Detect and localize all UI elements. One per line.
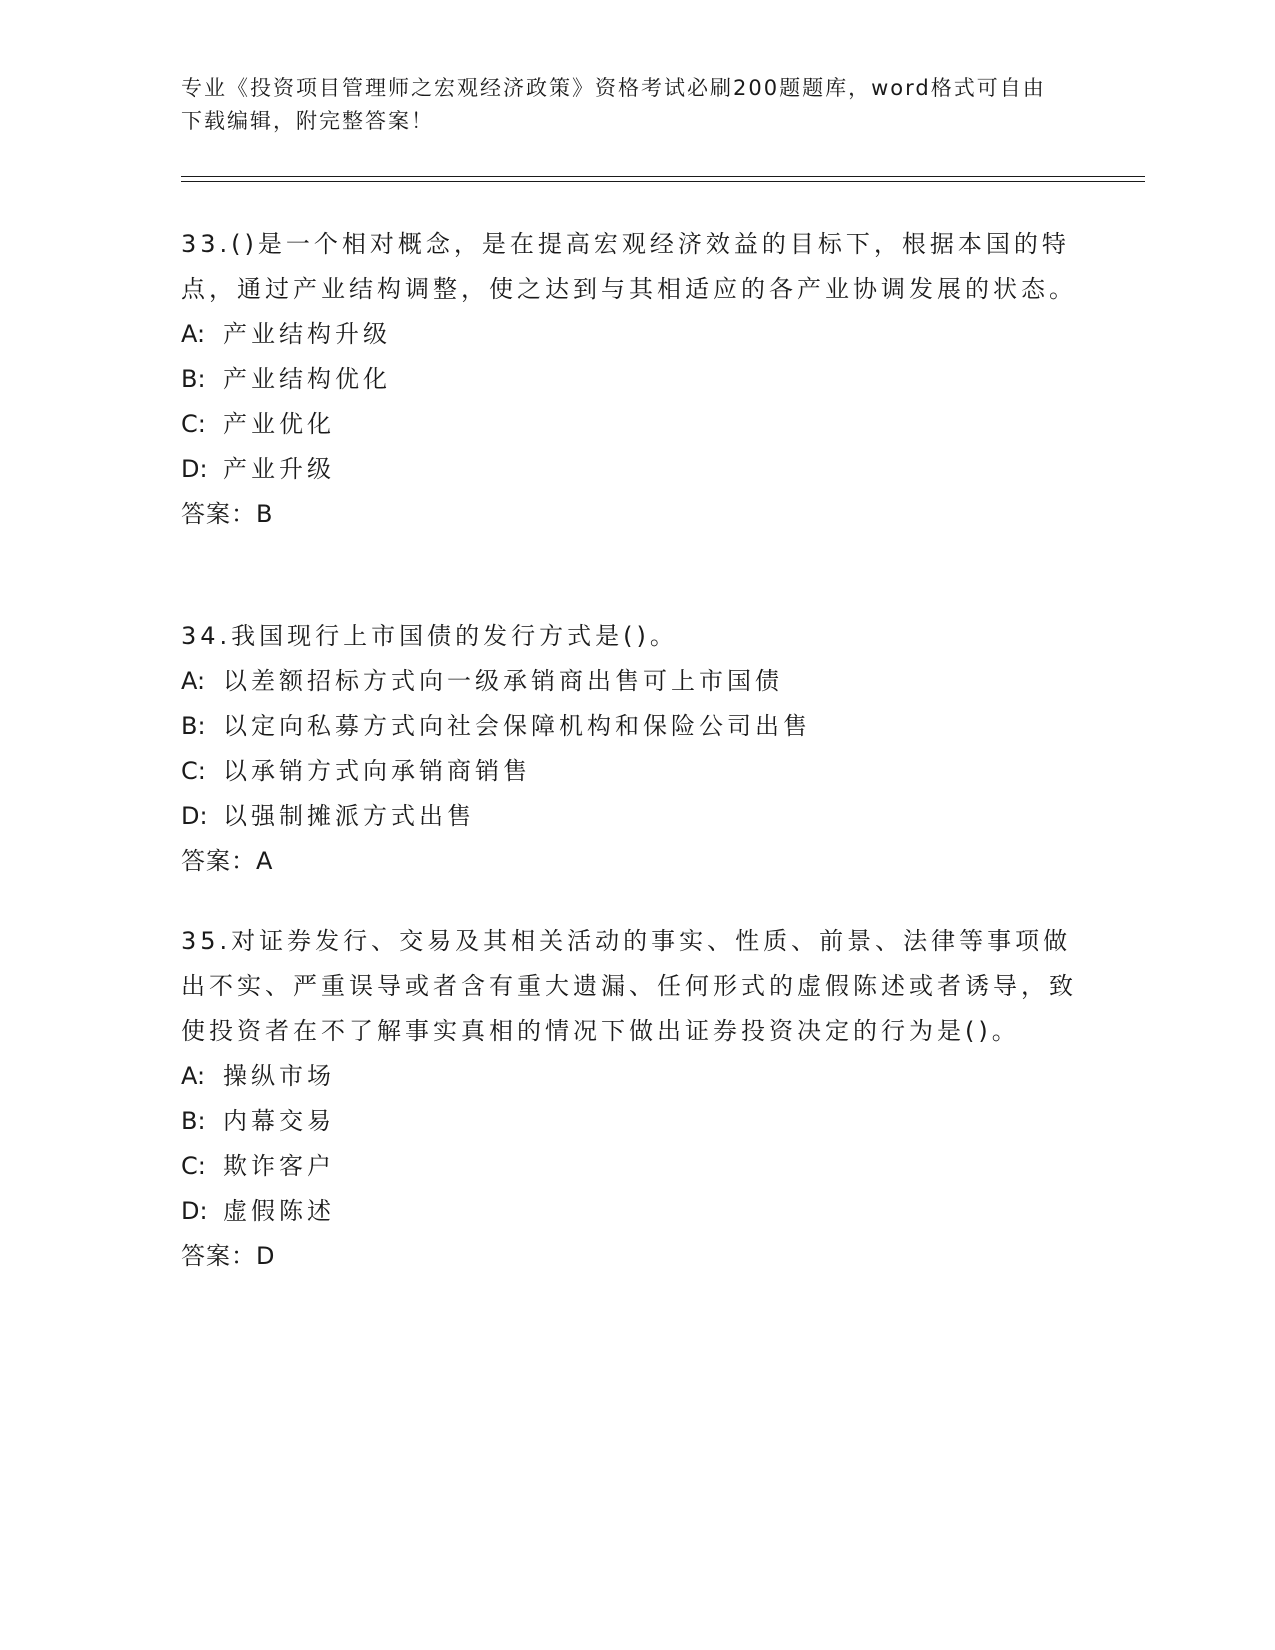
option-text: 操纵市场: [223, 1062, 335, 1090]
question-35: [181, 919, 1081, 1279]
option-text: 虚假陈述: [223, 1197, 335, 1225]
option-letter: C:: [181, 1152, 206, 1180]
answer-label: 答案：A: [181, 847, 274, 875]
option-letter: B:: [181, 365, 206, 393]
option-text: 以强制摊派方式出售: [223, 802, 475, 830]
option-d: [181, 1189, 1081, 1234]
option-b: [181, 1099, 1081, 1144]
option-letter: C:: [181, 757, 206, 785]
option-c: [181, 749, 1081, 794]
option-letter: A:: [181, 667, 206, 695]
question-stem: 33.()是一个相对概念，是在提高宏观经济效益的目标下，根据本国的特点，通过产业结构调整，使之达到与其相适应的各产业协调发展的状态。: [181, 230, 1077, 303]
option-letter: D:: [181, 455, 208, 483]
option-letter: A:: [181, 1062, 206, 1090]
option-d: [181, 447, 1081, 492]
document-header: 专业《投资项目管理师之宏观经济政策》资格考试必刷200题题库，word格式可自由下载编辑，附完整答案！: [181, 76, 1046, 133]
option-d: [181, 794, 1081, 839]
option-letter: B:: [181, 712, 206, 740]
answer-label: 答案：B: [181, 500, 274, 528]
option-b: [181, 704, 1081, 749]
option-letter: B:: [181, 1107, 206, 1135]
header-double-rule: [181, 176, 1145, 182]
option-text: 产业结构优化: [223, 365, 391, 393]
option-letter: D:: [181, 1197, 208, 1225]
option-text: 内幕交易: [223, 1107, 335, 1135]
option-letter: C:: [181, 410, 206, 438]
option-letter: D:: [181, 802, 208, 830]
question-stem: 35.对证券发行、交易及其相关活动的事实、性质、前景、法律等事项做出不实、严重误导或者含有重大遗漏、任何形式的虚假陈述或者诱导，致使投资者在不了解事实真相的情况下做出证券投资决定的行为是()。: [181, 927, 1077, 1045]
question-34: [181, 614, 1081, 884]
option-text: 以定向私募方式向社会保障机构和保险公司出售: [223, 712, 811, 740]
option-text: 以差额招标方式向一级承销商出售可上市国债: [223, 667, 783, 695]
option-a: [181, 312, 1081, 357]
option-text: 以承销方式向承销商销售: [223, 757, 531, 785]
option-text: 产业优化: [223, 410, 335, 438]
option-text: 产业结构升级: [223, 320, 391, 348]
option-a: [181, 659, 1081, 704]
option-c: [181, 1144, 1081, 1189]
answer-label: 答案：D: [181, 1242, 276, 1270]
option-letter: A:: [181, 320, 206, 348]
option-a: [181, 1054, 1081, 1099]
question-33: [181, 222, 1081, 537]
option-c: [181, 402, 1081, 447]
option-text: 产业升级: [223, 455, 335, 483]
option-text: 欺诈客户: [223, 1152, 335, 1180]
option-b: [181, 357, 1081, 402]
question-stem: 34.我国现行上市国债的发行方式是()。: [181, 622, 678, 650]
